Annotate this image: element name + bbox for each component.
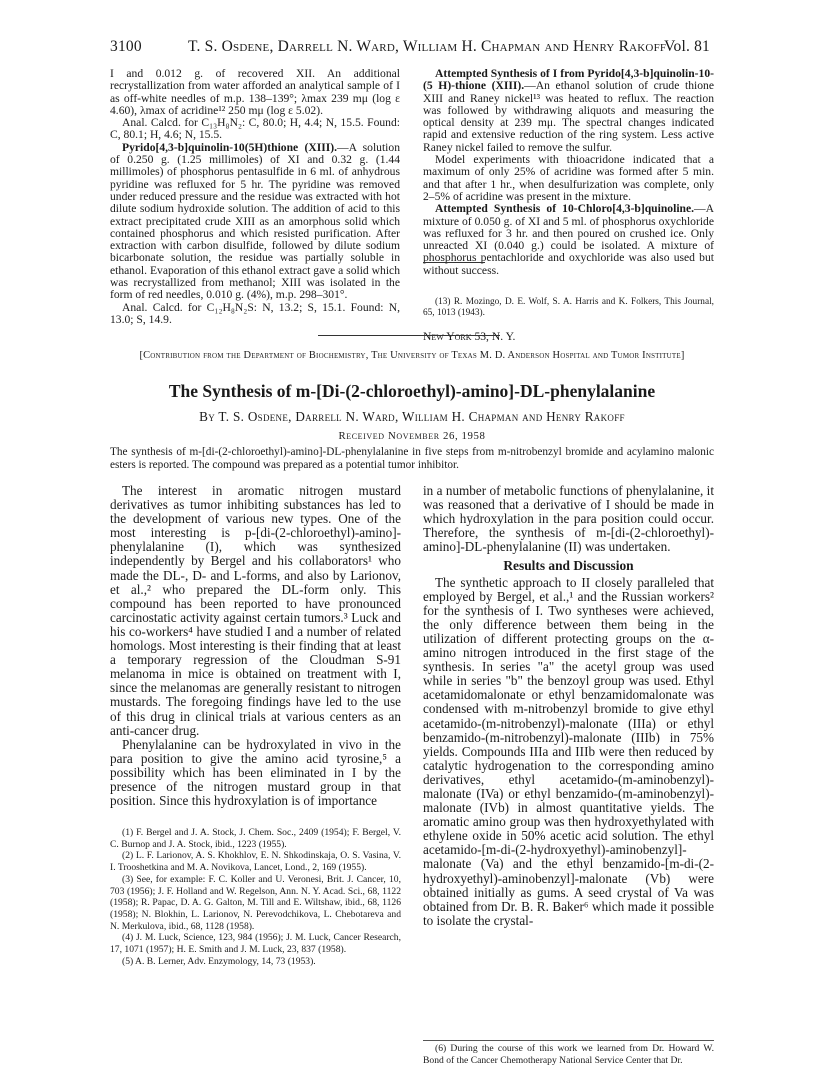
paragraph: Model experiments with thioacridone indicated that a maximum of only 25% of acridine was formed after 5 min. and that after 1 hr., when desulfurization was complete, only 2–5% of acridine was present in the mixture.: [423, 153, 714, 203]
paragraph: I and 0.012 g. of recovered XII. An additional recrystallization from water afforded an analytical sample of I as off-white needles of m.p. 138–139°; λmax 239 mμ (log ε 4.60), λmax of acridine¹² 250 mμ (log ε 5.02).: [110, 67, 400, 117]
abstract: The synthesis of m-[di-(2-chloroethyl)-amino]-DL-phenylalanine in five steps from m-nitrobenzyl bromide and acylamino malonic esters is reported. The compound was prepared as a potential tumor inhibitor.: [110, 446, 714, 471]
paragraph: The synthetic approach to II closely paralleled that employed by Bergel, et al.,¹ and the Russian workers² for the synthesis of I. Two syntheses were achieved, the only difference between them being in the utilization of different protecting groups on the α-amino nitrogen introduced in the first stage of the synthesis. In series "a" the acetyl group was used while in series "b" the benzoyl group was used. Ethyl acetamidomalonate or ethyl benzamidomalonate was condensed with m-nitrobenzyl bromide to give ethyl acetamido-(m-nitrobenzyl)-malonate (IIIa) or ethyl benzamido-(m-nitrobenzyl)-malonate (IIIb) in 75% yields. Compounds IIIa and IIIb were then reduced by catalytic hydrogenation to the corresponding amino derivatives, ethyl acetamido-(m-aminobenzyl)-malonate (IVa) or ethyl benzamido-(m-aminobenzyl)-malonate (IVb) in almost quantitative yields. The aromatic amino group was then hydroxyethylated with ethylene oxide in 50% acetic acid solution. The ethyl acetamido-[m-di-(2-hydroxyethyl)-aminobenzyl]-malonate (Va) and the ethyl benzamido-[m-di-(2-hydroxyethyl)-aminobenzyl]-malonate (Vb) were obtained initially as gums. A seed crystal of Va was obtained from Dr. B. R. Baker⁶ which made it possible to isolate the crystal-: [423, 574, 714, 928]
paragraph: The interest in aromatic nitrogen mustard derivatives as tumor inhibiting substances has led to the development of various new types. One of the most interesting is p-[di-(2-chloroethyl)-amino]-phenylalanine (I), which was synthesized independently by Bergel and his collaborators¹ who made the DL-, D- and L-forms, and also by Larionov, et al.,² who prepared the DL-form only. This compound has been reported to have pronounced carcinostatic activity against certain tumors.³ Luck and his co-workers⁴ have studied I and a number of related homologs. Most interesting is their finding that at least a temporary regression of the Cloudman S-91 melanoma in mice is obtained on treatment with I, since the melanomas are generally resistant to nitrogen mustards. The foregoing findings have led to the use of this drug in clinical trials at various centers as an anti-cancer drug.: [110, 483, 401, 738]
footnote-divider: [423, 1040, 714, 1041]
footnote: (1) F. Bergel and J. A. Stock, J. Chem. Soc., 2409 (1954); F. Bergel, V. C. Burnop and J. A. Stock, ibid., 1223 (1955).: [110, 827, 401, 850]
contribution-line: [Contribution from the Department of Biochemistry, The University of Texas M. D. Anderson Hospital and Tumor Institute]: [139, 350, 685, 361]
footnote: (3) See, for example: F. C. Koller and U. Veronesi, Brit. J. Cancer, 10, 703 (1956); J. F. Holland and W. Regelson, Ann. N. Y. Acad. Sci., 68, 1122 (1958); R. Papac, D. A. G. Galton, M. Till and E. Wiltshaw, ibid., 68, 1126 (1958); N. Blokhin, L. Larionov, N. Perevodchikova, L. Chebotareva and N. Merkulova, ibid., 68, 1128 (1958).: [110, 873, 401, 932]
experimental-column-left: [110, 68, 400, 326]
running-header: [110, 38, 710, 58]
header-authors: T. S. Osdene, Darrell N. Ward, William H. Chapman and Henry Rakoff: [188, 38, 667, 55]
paragraph: in a number of metabolic functions of phenylalanine, it was reasoned that a derivative of I should be made in which hydroxylation in the para position could occur. Therefore, the synthesis of m-[di-(2-chloroethyl)-amino]-DL-phenylalanine (II) was undertaken.: [423, 483, 714, 555]
article-title: The Synthesis of m-[Di-(2-chloroethyl)-amino]-DL-phenylalanine: [168, 381, 656, 401]
paragraph-text: —A solution of 0.250 g. (1.25 millimoles) of XI and 0.32 g. (1.44 millimoles) of phosphorus pentasulfide in 6 ml. of anhydrous pyridine was refluxed for 5 hr. The pyridine was removed under reduced pressure and the residue was extracted with hot dilute sodium hydroxide solution. The addition of acid to this extract precipitated crude XIII as an amorphous solid which contained phosphorus and which resisted purification. After extraction with carbon disulfide, followed by dilute sodium bicarbonate solution, the residue was partially soluble in ethanol. Evaporation of this ethanol extract gave a solid which was recrystallized from methanol; XIII was isolated in the form of red needles, 0.010 g. (4%), m.p. 298–301°.: [110, 140, 401, 302]
footnote: (2) L. F. Larionov, A. S. Khokhlov, E. N. Shkodinskaja, O. S. Vasina, V. I. Trooshetkina and M. A. Novikova, Lancet, Lond., 2, 169 (1955).: [110, 850, 401, 874]
header-volume: Vol. 81: [664, 38, 710, 55]
section-heading: Results and Discussion: [503, 558, 634, 574]
paragraph: [423, 68, 714, 154]
paragraph: Phenylalanine can be hydroxylated in vivo in the para position to give the amino acid tyrosine,⁵ a possibility which has been eliminated in I by the presence of the nitrogen mustard group in that position. Since this hydroxylation is of importance: [110, 736, 401, 809]
paragraph: [423, 203, 714, 277]
body-column-left: [110, 484, 401, 808]
paragraph-text: —An ethanol solution of crude thione XIII and Raney nickel¹³ was heated to reflux. The reaction was followed by withdrawing aliquots and measuring the optical density at 239 mμ. The spectral changes indicated rapid and extensive reduction of the ring system. Less active Raney nickel failed to remove the sulfur.: [423, 79, 714, 154]
section-run-in: Attempted Synthesis of 10-Chloro[4,3-b]quinoline.: [435, 202, 695, 216]
paragraph: [110, 142, 400, 302]
section-run-in: Attempted Synthesis of I from Pyrido[4,3-b]quinolin-10-(5 H)-thione (XIII).: [423, 67, 714, 93]
page-number: 3100: [110, 38, 142, 55]
footnote-divider: [423, 262, 485, 263]
analysis-line: Anal. Calcd. for C₁₃H₈N₂: C, 80.0; H, 4.4; N, 15.5. Found: C, 80.1; H, 4.6; N, 15.5.: [110, 116, 400, 142]
paragraph-text: —A mixture of 0.050 g. of XI and 5 ml. of phosphorus oxychloride was refluxed for 3 hr. and then poured on crushed ice. Only unreacted XI (0.040 g.) could be isolated. A mixture of phosphorus pentachloride and oxychloride was also used but without success.: [423, 202, 714, 277]
byline: By T. S. Osdene, Darrell N. Ward, William H. Chapman and Henry Rakoff: [199, 409, 625, 424]
footnotes-left: [110, 827, 401, 967]
body-column-right: [423, 484, 714, 928]
footnotes-right: [423, 1043, 714, 1066]
footnote: (6) During the course of this work we learned from Dr. Howard W. Bond of the Cancer Chemotherapy National Service Center that Dr.: [423, 1043, 714, 1066]
footnote: (13) R. Mozingo, D. E. Wolf, S. A. Harris and K. Folkers, This Journal, 65, 1013 (1943).: [423, 297, 714, 319]
article-divider: [318, 335, 500, 336]
footnote: (4) J. M. Luck, Science, 123, 984 (1956); J. M. Luck, Cancer Research, 17, 1071 (1957); H. E. Smith and J. M. Luck, 23, 837 (1958).: [110, 932, 401, 956]
footnote: (5) A. B. Lerner, Adv. Enzymology, 14, 73 (1953).: [122, 955, 316, 967]
section-run-in: Pyrido[4,3-b]quinolin-10(5H)thione (XIII).: [122, 140, 338, 154]
received-date: Received November 26, 1958: [338, 430, 486, 442]
experimental-column-right: [423, 68, 714, 343]
analysis-line: Anal. Calcd. for C₁₂H₈N₂S: N, 13.2; S, 15.1. Found: N, 13.0; S, 14.9.: [110, 300, 400, 326]
address: New York 53, N. Y.: [423, 330, 516, 344]
